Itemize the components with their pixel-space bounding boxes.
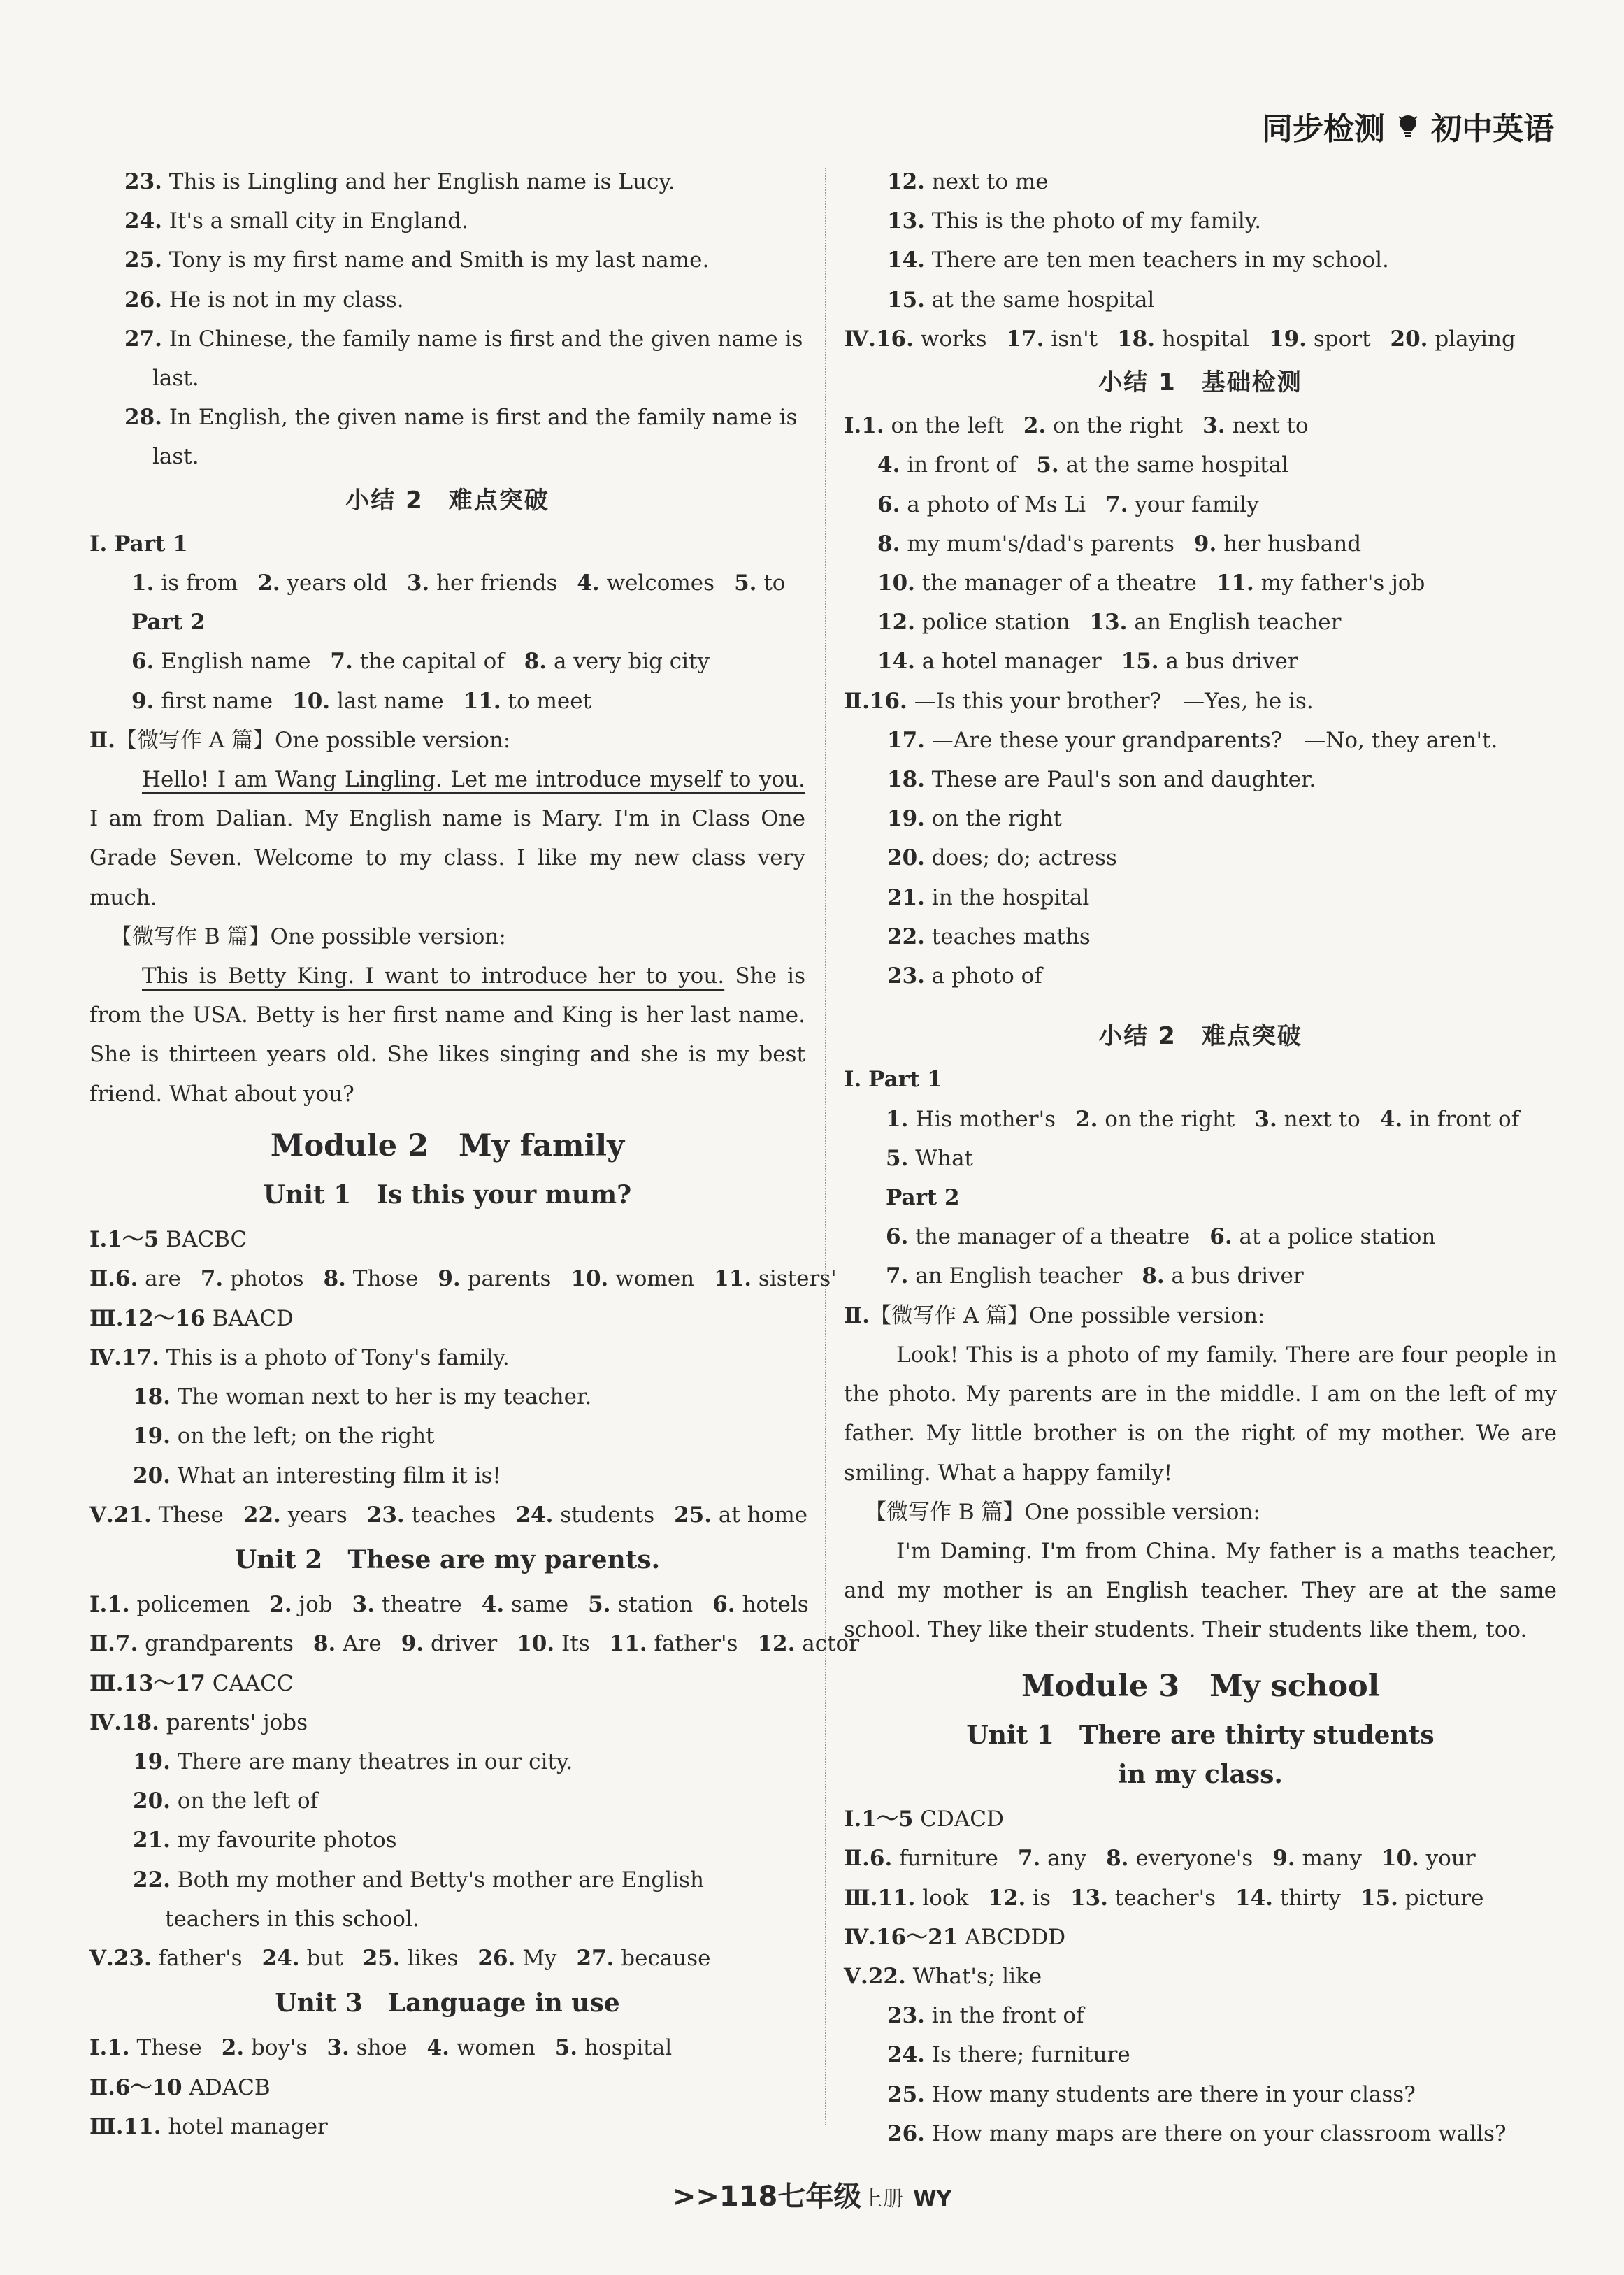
answer-line: 14. There are ten men teachers in my school. <box>887 247 1389 273</box>
answer-row <box>844 524 1557 564</box>
answer-row <box>89 682 805 721</box>
answer-row <box>844 603 1557 642</box>
page-header <box>1262 103 1554 148</box>
answer-item: 3. next to <box>1202 413 1309 439</box>
answer-item: 14. a hotel manager <box>877 649 1102 675</box>
column-divider <box>825 168 826 2125</box>
answer-item: 10. Its <box>517 1631 590 1657</box>
answer-line: Ⅳ.17. This is a photo of Tony's family. <box>89 1344 510 1370</box>
answer-line: 18. These are Paul's son and daughter. <box>887 767 1316 793</box>
answer-line: 27. In Chinese, the family name is first and the given name is last. <box>124 326 803 392</box>
answer-item: 3. next to <box>1254 1106 1360 1132</box>
answer-item: 8. Are <box>312 1631 382 1657</box>
answer-item: 12. actor <box>757 1631 860 1657</box>
answer-item: 3. shoe <box>326 2035 408 2061</box>
answer-item: 8. Those <box>323 1266 419 1292</box>
unit-title: Unit 1 Is this your mum? <box>263 1180 632 1210</box>
answer-item: 10. your <box>1381 1846 1476 1872</box>
answer-item: 1. policemen <box>107 1592 250 1618</box>
answer-line: 23. a photo of <box>887 963 1042 989</box>
answer-item: 5. hospital <box>554 2035 673 2061</box>
answer-item: 11. sisters' <box>714 1266 837 1292</box>
subject-title: 初中英语 <box>1431 111 1554 147</box>
answer-line: 20. does; do; actress <box>887 845 1117 871</box>
writing-sample-a: Look! This is a photo of my family. There are four people in the photo. My parents are in the middle. I am on the left of my father. My little brother is on the right of my mother. We are smiling. What a happy family! <box>844 1342 1557 1486</box>
answer-item: 27. because <box>576 1945 711 1971</box>
answer-item: 1. on the left <box>861 413 1004 439</box>
answer-line: 19. There are many theatres in our city. <box>133 1749 573 1774</box>
answer-line: 22. Both my mother and Betty's mother are English teachers in this school. <box>133 1867 704 1932</box>
answer-line: 26. How many maps are there on your classroom walls? <box>887 2120 1507 2146</box>
answer-row: Ⅲ.13～17 CAACC <box>89 1670 294 1696</box>
right-column: 12. next to me 13. This is the photo of my family. 14. There are ten men teachers in my school. 15. at the same hospital Ⅳ.16. works 17. isn't 18. hospital 19. sport 20. playing 小结 1 基础检测 Ⅰ.1. on the left 2. on the right 3. next to 4. in front of 5. at the same hospital 6. a photo of Ms Li 7. your family 8. my mum's/dad's parents 9. her husband 10. the manager of a theatre 11. my father's job 12. police station 13. an English teacher 14. a hotel manager 15. a bus driver Ⅱ.16. —Is this your brother? —Yes, he is. 17. —Are these your grandparents? —No, they aren't. 18. These are Paul's son and daughter. 19. on the right 20. does; do; actress 21. in the hospital 22. teaches maths 23. a photo of 小结 2 难点突破 Ⅰ. Part 1 1. His mother's 2. on the right 3. next to 4. in front of 5. What Part 2 6. the manager of a theatre 6. at a police station 7. an English teacher 8. a bus driver Ⅱ.【微写作 A 篇】One possible version: Look! This is a photo of my family. There are four people in the photo. My parents are in the middle. I am on the left of my father. My little brother is on the right of my mother. We are smiling. What a happy family! 【微写作 B 篇】One possible version: I'm Daming. I'm from China. My father is a maths teacher, and my mother is an English teacher. They are at the same school. They like their students. Their students like them, too. Module 3 My school Unit 1 There are thirty students in my class. Ⅰ.1～5 CDACD Ⅱ.6. furniture 7. any 8. everyone's 9. many 10. your Ⅲ.11. look 12. is 13. teacher's 14. thirty 15. picture Ⅳ.16～21 ABCDDD Ⅴ.22. What's; like 23. in the front of 24. Is there; furniture 25. How many students are there in your class? 26. How many maps are there on your classroom walls? <box>844 162 1557 2153</box>
answer-row: Ⅲ.12～16 BAACD <box>89 1305 294 1331</box>
unit-title: Unit 2 These are my parents. <box>234 1544 661 1574</box>
answer-row <box>89 1495 808 1535</box>
unit-title: Unit 3 Language in use <box>275 1988 620 2018</box>
answer-row <box>844 1217 1557 1256</box>
answer-line: 19. on the left; on the right <box>133 1423 435 1449</box>
answer-item: 24. students <box>515 1502 655 1528</box>
answer-row: Ⅲ.11. hotel manager <box>89 2113 328 2139</box>
answer-item: 25. at home <box>674 1502 808 1528</box>
answer-row <box>844 1839 1557 1878</box>
answer-row <box>844 1879 1557 1918</box>
answer-line: Ⅴ.22. What's; like <box>844 1963 1042 1989</box>
answer-item: 10. women <box>570 1266 695 1292</box>
answer-item: 4. in front of <box>1379 1106 1520 1132</box>
answer-line: 23. This is Lingling and her English name is Lucy. <box>124 169 675 194</box>
answer-row <box>844 1139 1557 1178</box>
answer-row <box>844 445 1557 485</box>
answer-item: 26. My <box>477 1945 557 1971</box>
series-title: 同步检测 <box>1262 111 1385 147</box>
answer-row <box>844 485 1557 524</box>
answer-item: 11. look <box>877 1885 969 1911</box>
left-column: 23. This is Lingling and her English name is Lucy. 24. It's a small city in England. 25. Tony is my first name and Smith is my last name. 26. He is not in my class. 27. In Chinese, the family name is first and the given name is last. 28. In English, the given name is first and the family name is last. 小结 2 难点突破 Ⅰ. Part 1 1. is from 2. years old 3. her friends 4. welcomes 5. to Part 2 6. English name 7. the capital of 8. a very big city 9. first name 10. last name 11. to meet Ⅱ.【微写作 A 篇】One possible version: Hello! I am Wang Lingling. Let me introduce myself to you. I am from Dalian. My English name is Mary. I'm in Class One Grade Seven. Welcome to my class. I like my new class very much. 【微写作 B 篇】One possible version: This is Betty King. I want to introduce her to you. She is from the USA. Betty is her first name and King is her last name. She is thirteen years old. She likes singing and she is my best friend. What about you? Module 2 My family Unit 1 Is this your mum? Ⅰ.1～5 BACBC Ⅱ.6. are 7. photos 8. Those 9. parents 10. women 11. sisters' Ⅲ.12～16 BAACD Ⅳ.17. This is a photo of Tony's family. 18. The woman next to her is my teacher. 19. on the left; on the right 20. What an interesting film it is! Ⅴ.21. These 22. years 23. teaches 24. students 25. at home Unit 2 These are my parents. Ⅰ.1. policemen 2. job 3. theatre 4. same 5. station 6. hotels Ⅱ.7. grandparents 8. Are 9. driver 10. Its 11. father's 12. actor Ⅲ.13～17 CAACC Ⅳ.18. parents' jobs 19. There are many theatres in our city. 20. on the left of 21. my favourite photos 22. Both my mother and Betty's mother are English teachers in this school. Ⅴ.23. father's 24. but 25. likes 26. My 27. because Unit 3 Language in use Ⅰ.1. These 2. boy's 3. shoe 4. women 5. hospital Ⅱ.6～10 ADACB Ⅲ.11. hotel manager <box>89 162 805 2146</box>
roman-numeral: Ⅱ. <box>844 1846 870 1872</box>
answer-item: 6. English name <box>131 649 311 675</box>
section-title: 小结 2 难点突破 <box>1098 1022 1302 1051</box>
writing-sample-a: Hello! I am Wang Lingling. Let me introduce myself to you. I am from Dalian. My English name is Mary. I'm in Class One Grade Seven. Welcome to my class. I like my new class very much. <box>89 767 805 910</box>
roman-numeral: Ⅱ. <box>89 1266 115 1292</box>
answer-row <box>89 1259 837 1298</box>
page-number: 118 <box>719 2181 778 2213</box>
answer-item: 8. everyone's <box>1106 1846 1253 1872</box>
answer-row: Ⅰ.1～5 CDACD <box>844 1807 1004 1832</box>
roman-numeral: Ⅴ. <box>89 1502 114 1528</box>
writing-sample-b: I'm Daming. I'm from China. My father is a maths teacher, and my mother is an English teacher. They are at the same school. They like their students. Their students like them, too. <box>844 1538 1557 1643</box>
answer-item: 2. boy's <box>221 2035 308 2061</box>
answer-row <box>844 642 1557 681</box>
answer-item: 13. an English teacher <box>1089 610 1342 636</box>
answer-item: 6. at a police station <box>1209 1224 1436 1250</box>
answer-item: 7. any <box>1017 1846 1087 1872</box>
answer-item: 11. to meet <box>463 688 592 714</box>
answer-line: 17. —Are these your grandparents? —No, they aren't. <box>887 727 1498 753</box>
answer-item: 15. a bus driver <box>1121 649 1298 675</box>
answer-item: 6. are <box>115 1266 181 1292</box>
answer-item: 12. is <box>988 1885 1051 1911</box>
answer-item: 7. an English teacher <box>886 1263 1123 1289</box>
answer-item: 14. thirty <box>1235 1885 1341 1911</box>
answer-line: 20. on the left of <box>133 1788 319 1814</box>
answer-item: 2. on the right <box>1075 1106 1235 1132</box>
answer-item: 2. on the right <box>1023 413 1184 439</box>
answer-item: 4. in front of <box>877 452 1017 478</box>
answer-item: 1. is from <box>131 570 238 596</box>
answer-row: Ⅰ.1. on the left 2. on the right 3. next to <box>844 413 1309 439</box>
answer-item: 19. sport <box>1269 326 1371 352</box>
section-title: 小结 2 难点突破 <box>345 486 549 515</box>
answer-line: 22. teaches maths <box>887 924 1091 949</box>
answer-item: 17. isn't <box>1006 326 1098 352</box>
answer-line: 13. This is the photo of my family. <box>887 208 1262 234</box>
answer-item: 1. His mother's <box>886 1106 1056 1132</box>
answer-line: 20. What an interesting film it is! <box>133 1463 501 1488</box>
answer-item: 5. at the same hospital <box>1036 452 1289 478</box>
answer-line: 18. The woman next to her is my teacher. <box>133 1384 592 1410</box>
module-title: Module 2 My family <box>270 1128 625 1163</box>
answer-item: 23. teaches <box>366 1502 496 1528</box>
answer-item: 4. welcomes <box>577 570 715 596</box>
roman-numeral: Ⅳ. <box>844 326 876 352</box>
page-footer <box>0 2174 1624 2214</box>
answer-item: 1. These <box>107 2035 202 2061</box>
answer-item: 9. driver <box>401 1631 498 1657</box>
grade-label: 七年级 <box>777 2181 862 2213</box>
lightbulb-icon <box>1397 114 1418 138</box>
answer-item: 8. my mum's/dad's parents <box>877 531 1174 557</box>
answer-item: 2. job <box>269 1592 333 1618</box>
footer-arrows: >> <box>672 2181 719 2213</box>
answer-item: 11. father's <box>609 1631 738 1657</box>
answer-line: 23. in the front of <box>887 2003 1084 2029</box>
roman-numeral: Ⅴ. <box>89 1945 114 1971</box>
answer-row <box>89 1939 805 1978</box>
answer-item: 7. the capital of <box>330 649 505 675</box>
answer-item: 6. hotels <box>712 1592 809 1618</box>
answer-line: 24. Is there; furniture <box>887 2042 1130 2068</box>
answer-row: Ⅳ.16～21 ABCDDD <box>844 1924 1066 1950</box>
roman-numeral: Ⅰ. <box>89 1592 108 1618</box>
answer-item: 5. station <box>588 1592 694 1618</box>
answer-item: 7. your family <box>1105 491 1259 517</box>
answer-item: 3. theatre <box>352 1592 462 1618</box>
answer-row <box>89 564 805 603</box>
answer-item: 10. the manager of a theatre <box>877 570 1197 596</box>
answer-item: 18. hospital <box>1117 326 1250 352</box>
answer-line: 26. He is not in my class. <box>124 287 404 313</box>
roman-numeral: Ⅱ. <box>89 1631 115 1657</box>
answer-item: 9. her husband <box>1193 531 1362 557</box>
answer-item: 2. years old <box>257 570 387 596</box>
answer-item: 9. many <box>1272 1846 1362 1872</box>
answer-item: 4. women <box>426 2035 536 2061</box>
answer-item: 23. father's <box>113 1945 243 1971</box>
answer-item: 6. the manager of a theatre <box>886 1224 1191 1250</box>
unit-title-cont: in my class. <box>1118 1759 1283 1789</box>
answer-item: 5. to <box>734 570 786 596</box>
answer-row <box>89 642 805 681</box>
answer-line: 24. It's a small city in England. <box>124 208 468 234</box>
answer-row: Ⅱ.6～10 ADACB <box>89 2074 271 2100</box>
answer-row <box>844 1256 1557 1296</box>
answer-row: Ⅰ.1～5 BACBC <box>89 1227 247 1253</box>
answer-line: Ⅳ.18. parents' jobs <box>89 1709 308 1735</box>
answer-row <box>89 2028 805 2067</box>
answer-row <box>844 564 1557 603</box>
answer-line: 28. In English, the given name is first and the family name is last. <box>124 405 798 470</box>
answer-item: 5. What <box>886 1145 974 1171</box>
answer-item: 8. a very big city <box>524 649 710 675</box>
answer-item: 13. teacher's <box>1070 1885 1216 1911</box>
answer-item: 20. playing <box>1390 326 1516 352</box>
answer-item: 16. works <box>875 326 987 352</box>
answer-line: 25. How many students are there in your class? <box>887 2081 1416 2107</box>
answer-item: 24. but <box>261 1945 343 1971</box>
answer-item: 22. years <box>243 1502 347 1528</box>
answer-item: 21. These <box>113 1502 224 1528</box>
answer-line: 15. at the same hospital <box>887 287 1155 313</box>
answer-line: 21. in the hospital <box>887 884 1090 910</box>
answer-line: 21. my favourite photos <box>133 1828 397 1853</box>
answer-item: 10. last name <box>292 688 444 714</box>
answer-item: 11. my father's job <box>1216 570 1425 596</box>
answer-row <box>89 1585 809 1624</box>
answer-item: 6. a photo of Ms Li <box>877 491 1086 517</box>
writing-sample-b: This is Betty King. I want to introduce her to you. She is from the USA. Betty is her first name and King is her last name. She is thirteen years old. She likes singing and she is my best friend. What about you? <box>89 963 805 1107</box>
answer-row <box>844 320 1557 359</box>
roman-numeral: Ⅰ. <box>89 2035 108 2061</box>
answer-item: 12. police station <box>877 610 1070 636</box>
writing-label-b: 【微写作 B 篇】One possible version: <box>110 924 506 949</box>
answer-item: 3. her friends <box>406 570 558 596</box>
module-title: Module 3 My school <box>1021 1668 1380 1704</box>
answer-item: 25. likes <box>362 1945 459 1971</box>
roman-numeral: Ⅲ. <box>844 1885 878 1911</box>
answer-item: 7. photos <box>200 1266 304 1292</box>
answer-line: 12. next to me <box>887 169 1049 194</box>
answer-item: 4. same <box>481 1592 569 1618</box>
answer-line: 25. Tony is my first name and Smith is my last name. <box>124 247 710 273</box>
answer-row <box>89 1624 860 1663</box>
unit-title: Unit 1 There are thirty students <box>966 1720 1435 1750</box>
section-title: 小结 1 基础检测 <box>1098 368 1302 397</box>
edition-code: WY <box>913 2187 952 2211</box>
answer-line: Ⅱ.16. —Is this your brother? —Yes, he is. <box>844 688 1314 714</box>
answer-item: 8. a bus driver <box>1142 1263 1304 1289</box>
answer-item: 9. parents <box>438 1266 552 1292</box>
volume-label: 上册 <box>861 2187 904 2211</box>
answer-item: 7. grandparents <box>115 1631 294 1657</box>
writing-label-b: 【微写作 B 篇】One possible version: <box>865 1499 1260 1525</box>
answer-item: 15. picture <box>1360 1885 1484 1911</box>
answer-item: 6. furniture <box>869 1846 998 1872</box>
answer-line: 19. on the right <box>887 806 1062 832</box>
answer-item: 9. first name <box>131 688 273 714</box>
answer-row <box>844 1100 1557 1139</box>
